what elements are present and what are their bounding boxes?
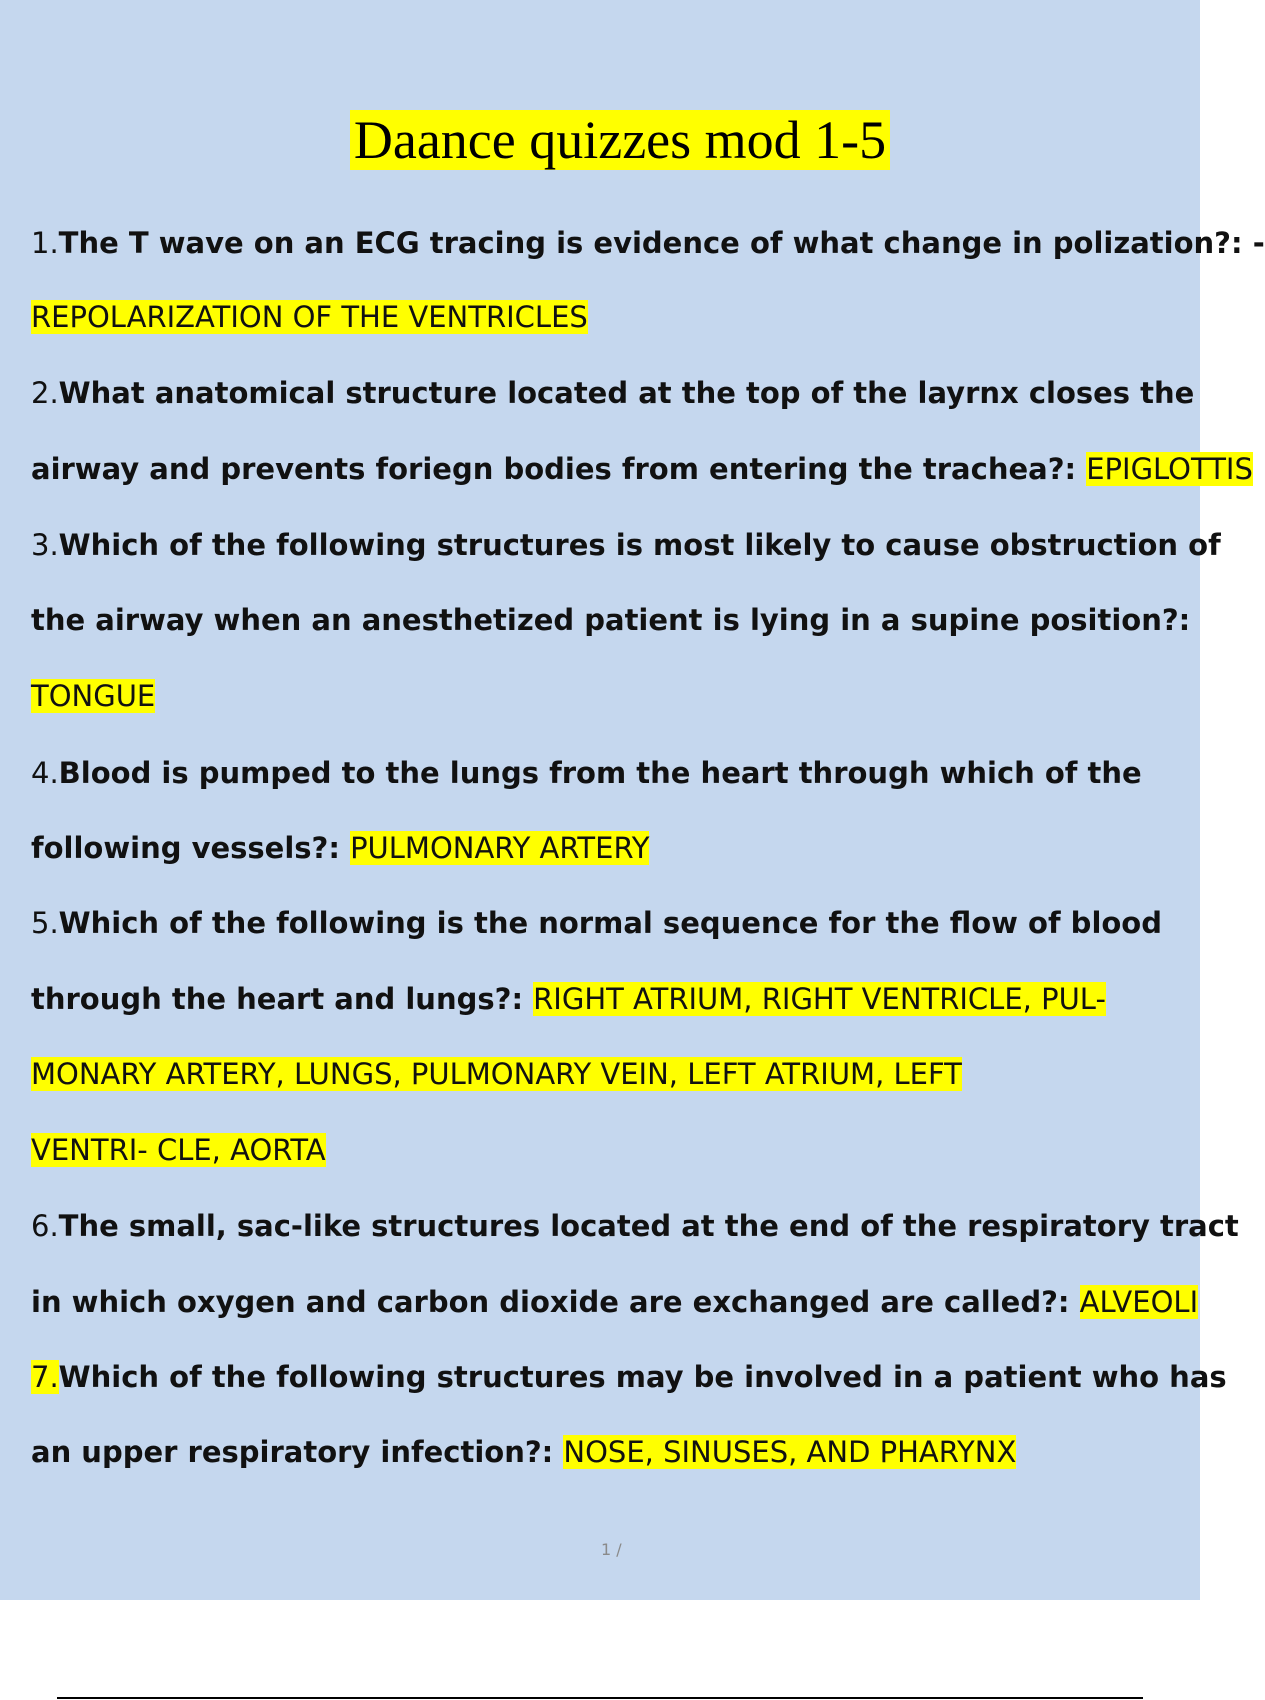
question-line <box>31 675 155 717</box>
question-text: in which oxygen and carbon dioxide are exchanged are called?: <box>31 1285 1080 1319</box>
question-line <box>31 978 1106 1020</box>
answer-text: TONGUE <box>31 679 156 713</box>
question-line <box>31 1053 962 1095</box>
question-line <box>31 752 1142 794</box>
question-line <box>31 296 588 338</box>
answer-text: PULMONARY ARTERY <box>350 831 650 865</box>
question-text: Which of the following is the normal sequence for the flow of blood <box>58 906 1162 940</box>
question-line <box>31 827 649 869</box>
question-text: What anatomical structure located at the top of the layrnx closes the <box>58 376 1195 410</box>
answer-text: VENTRI- CLE, AORTA <box>31 1133 326 1167</box>
document-title: Daance quizzes mod 1-5 <box>350 110 890 170</box>
question-text: Which of the following structures is most likely to cause obstruction of <box>58 528 1221 562</box>
question-line <box>31 902 1162 944</box>
question-number: 7. <box>31 1360 59 1394</box>
question-text: through the heart and lungs?: <box>31 982 534 1016</box>
question-line <box>31 1356 1227 1398</box>
question-line <box>31 524 1221 566</box>
question-text: airway and prevents foriegn bodies from entering the trachea?: <box>31 452 1087 486</box>
answer-text: MONARY ARTERY, LUNGS, PULMONARY VEIN, LEFT ATRIUM, LEFT <box>31 1057 962 1091</box>
question-text: the airway when an anesthetized patient is lying in a supine position?: <box>31 603 1191 637</box>
question-line <box>31 222 1265 264</box>
question-number: 3. <box>31 528 59 562</box>
question-line <box>31 1129 326 1171</box>
question-line <box>31 1281 1198 1323</box>
answer-text: RIGHT ATRIUM, RIGHT VENTRICLE, PUL- <box>533 982 1106 1016</box>
question-line <box>31 1205 1239 1247</box>
question-number: 2. <box>31 376 59 410</box>
question-text: Which of the following structures may be involved in a patient who has <box>58 1360 1227 1394</box>
bottom-divider <box>57 1697 1143 1699</box>
question-line <box>31 599 1190 641</box>
answer-text: REPOLARIZATION OF THE VENTRICLES <box>31 300 588 334</box>
question-text: Blood is pumped to the lungs from the heart through which of the <box>58 756 1142 790</box>
answer-text: ALVEOLI <box>1079 1285 1199 1319</box>
page-number: 1 / <box>601 1540 622 1559</box>
question-text: The small, sac-like structures located at the end of the respiratory tract <box>58 1209 1239 1243</box>
question-number: 5. <box>31 906 59 940</box>
question-line <box>31 372 1194 414</box>
question-text: following vessels?: <box>31 831 351 865</box>
answer-text: NOSE, SINUSES, AND PHARYNX <box>563 1435 1017 1469</box>
question-number: 4. <box>31 756 59 790</box>
question-line <box>31 448 1253 490</box>
answer-text: EPIGLOTTIS <box>1086 452 1253 486</box>
question-number: 1. <box>31 226 59 260</box>
question-text: an upper respiratory infection?: <box>31 1435 564 1469</box>
question-line <box>31 1431 1016 1473</box>
question-number: 6. <box>31 1209 59 1243</box>
question-text: The T wave on an ECG tracing is evidence of what change in polization?: - <box>58 226 1265 260</box>
